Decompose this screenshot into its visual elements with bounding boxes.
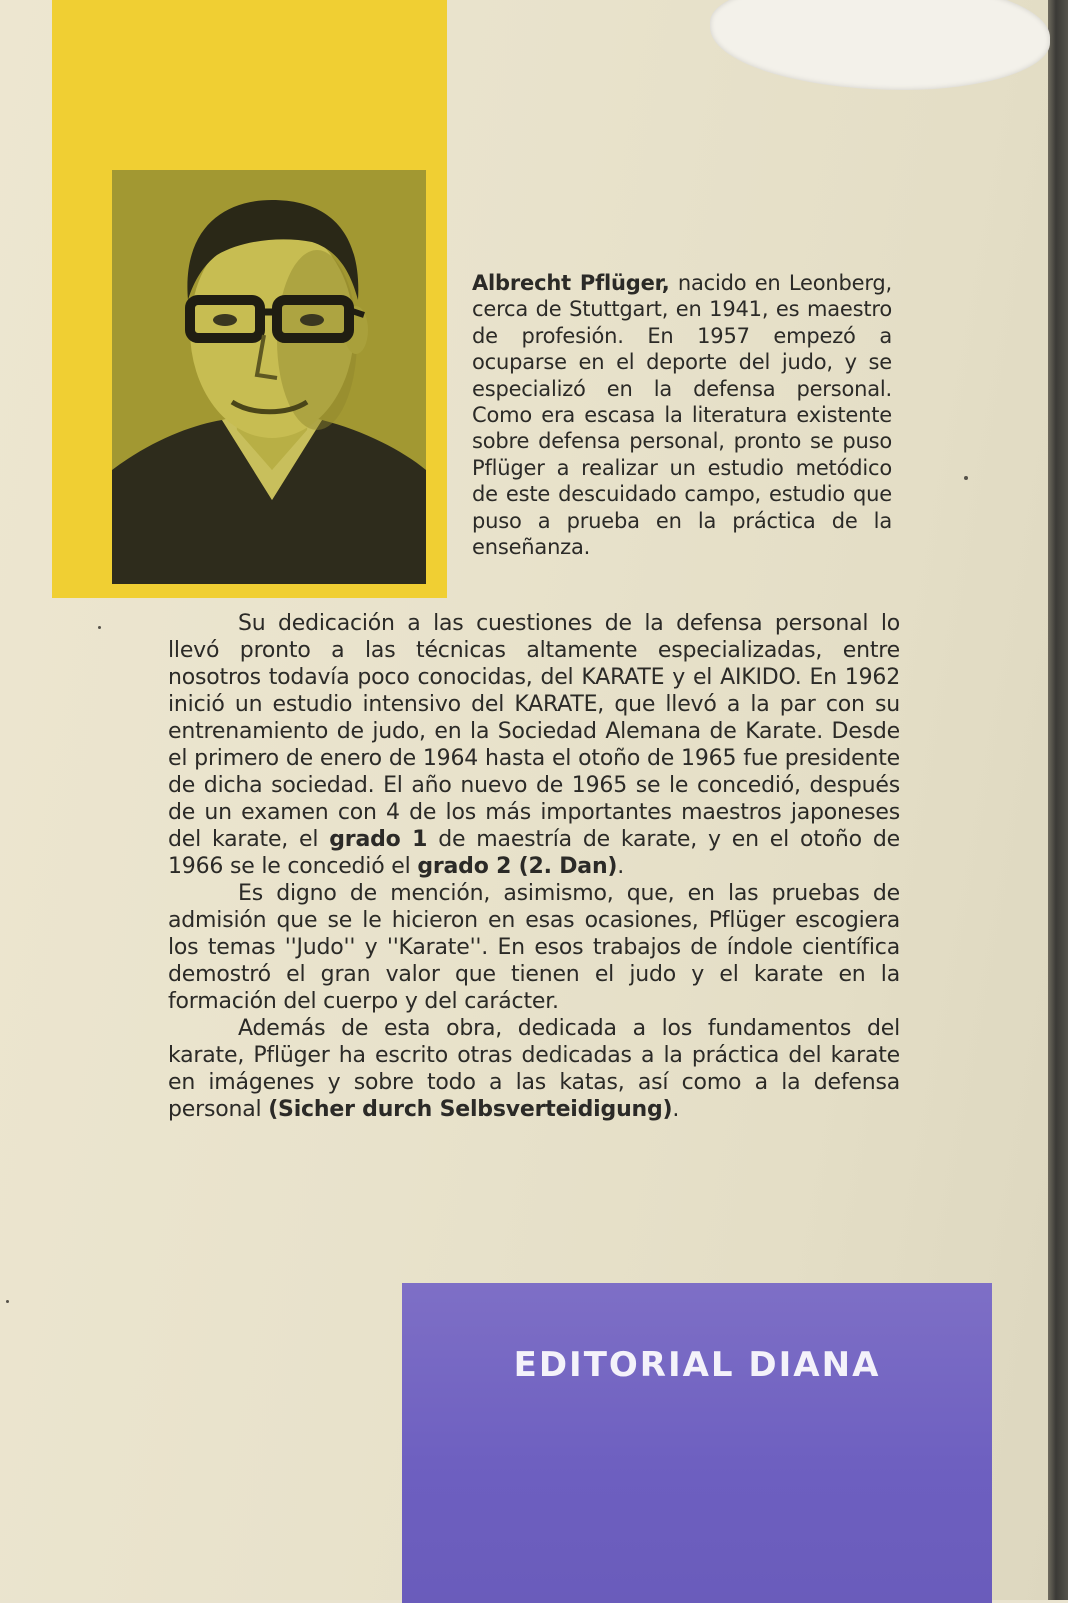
author-intro-text (472, 270, 892, 560)
para3-text-b: . (672, 1097, 680, 1122)
para1-text-c: . (617, 854, 625, 879)
paper-speck (6, 1300, 9, 1303)
biography-paragraph-2: Es digno de mención, asimismo, que, en las pruebas de admisión que se le hicieron en esas ocasiones, Pflüger escogiera los temas ''Judo'' y ''Karate''. En esos trabajos de índole científica demostró el gran valor que tienen el judo y el karate en la formación del cuerpo y del carácter. (168, 881, 900, 1014)
para1-bold-grado1: grado 1 (329, 827, 428, 852)
author-portrait-illustration (112, 170, 426, 584)
biography-paragraph-3 (168, 1015, 900, 1123)
author-biography (168, 610, 900, 1123)
author-name: Albrecht Pflüger, (472, 271, 670, 295)
paper-speck (98, 626, 101, 629)
book-spine-edge (1048, 0, 1068, 1600)
biography-paragraph-1 (168, 610, 900, 880)
para1-text-b: de maestría de karate, y en el otoño de 1966 se le concedió el (168, 827, 900, 879)
publisher-name: EDITORIAL DIANA (513, 1345, 881, 1385)
paper-speck (964, 476, 968, 480)
author-photo (112, 170, 426, 584)
para1-text-a: Su dedicación a las cuestiones de la defensa personal lo llevó pronto a las técnicas altamente especializadas, entre nosotros todavía poco conocidas, del KARATE y el AIKIDO. En 1962 inició un estudio intensivo del KARATE, que llevó a la par con su entrenamiento de judo, en la Sociedad Alemana de Karate. Desde el primero de enero de 1964 hasta el otoño de 1965 fue presidente de dicha sociedad. El año nuevo de 1965 se le concedió, después de un examen con 4 de los más importantes maestros japoneses del karate, el (168, 611, 900, 852)
para3-text-a: Además de esta obra, dedicada a los fundamentos del karate, Pflüger ha escrito otras dedicadas a la práctica del karate en imágenes y sobre todo a las katas, así como a la defensa personal (168, 1016, 900, 1122)
intro-body: nacido en Leonberg, cerca de Stuttgart, en 1941, es maestro de profesión. En 1957 empezó a ocuparse en el deporte del judo, y se especializó en la defensa personal. Como era escasa la literatura existente sobre defensa personal, pronto se puso Pflüger a realizar un estudio metódico de este descuidado campo, estudio que puso a prueba en la práctica de la enseñanza. (472, 271, 892, 560)
publisher-color-block (402, 1283, 992, 1603)
para1-bold-grado2: grado 2 (2. Dan) (417, 854, 618, 879)
para3-bold-title: (Sicher durch Selbsverteidigung) (268, 1097, 673, 1122)
